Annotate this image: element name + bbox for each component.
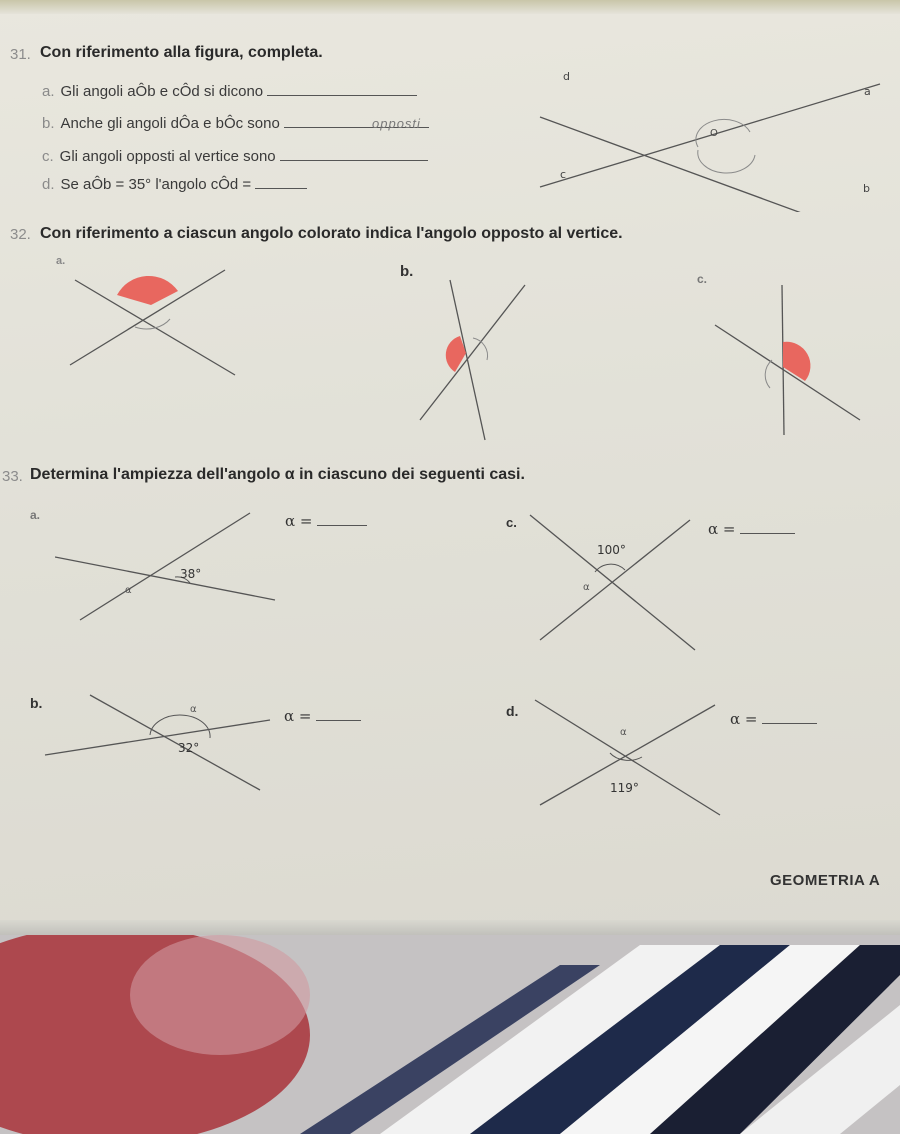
- exercise-33-number: 33.: [2, 468, 23, 485]
- case-a-letter: a.: [30, 508, 41, 522]
- ex32-figure-b: [405, 270, 545, 450]
- item-text: Se aÔb = 35° l'angolo cÔd =: [60, 176, 252, 193]
- ex32-figure-a: [60, 255, 250, 385]
- line-2: [90, 695, 260, 790]
- page-footer: GEOMETRIA A: [770, 872, 881, 889]
- case-b-letter: b.: [30, 695, 43, 711]
- label-a: a: [864, 85, 871, 98]
- case-b-answer: [284, 707, 361, 725]
- answer-blank[interactable]: [255, 188, 307, 189]
- exercise-31-item-c: [42, 148, 428, 165]
- given-angle: 32°: [178, 741, 200, 755]
- alpha-prompt: α =: [730, 710, 758, 728]
- ex33-figure-b: [40, 690, 280, 800]
- line-1: [45, 720, 270, 755]
- answer-blank[interactable]: [740, 533, 795, 534]
- exercise-32-number: 32.: [10, 226, 31, 243]
- exercise-31-title: Con riferimento alla figura, completa.: [40, 44, 323, 61]
- case-c-answer: [708, 520, 795, 538]
- case-a-answer: [285, 512, 367, 530]
- alpha-label: α: [125, 585, 132, 596]
- exercise-31-item-b: [42, 115, 429, 132]
- line-1: [535, 700, 720, 815]
- ex32-label-a: a.: [56, 255, 66, 267]
- alpha-prompt: α =: [708, 520, 736, 538]
- angle-arc-top: [696, 119, 750, 147]
- exercise-31-number: 31.: [10, 46, 31, 63]
- item-text: Gli angoli opposti al vertice sono: [59, 148, 276, 165]
- case-d-letter: d.: [506, 703, 519, 719]
- item-letter: c.: [42, 148, 54, 165]
- alpha-prompt: α =: [285, 512, 313, 530]
- figure-31-intersecting-lines: [530, 62, 890, 212]
- item-letter: b.: [42, 115, 55, 132]
- exercise-32-title: Con riferimento a ciascun angolo colorato indica l'angolo opposto al vertice.: [40, 225, 623, 242]
- answer-blank[interactable]: [280, 160, 428, 161]
- handwritten-answer: opposti: [372, 116, 421, 131]
- background-fabric: [0, 935, 900, 1134]
- item-letter: a.: [42, 83, 55, 100]
- angle-arc: [135, 319, 170, 329]
- highlighted-angle: [783, 342, 810, 381]
- line-2: [540, 520, 690, 640]
- alpha-label: α: [583, 582, 590, 593]
- exercise-31-item-a: [42, 83, 417, 100]
- label-o: O: [710, 128, 718, 139]
- answer-blank[interactable]: [267, 95, 417, 96]
- exercise-33-title: Determina l'ampiezza dell'angolo α in ciascuno dei seguenti casi.: [30, 466, 525, 483]
- answer-blank[interactable]: [762, 723, 817, 724]
- line-ab: [540, 117, 875, 212]
- item-text: Gli angoli aÔb e cÔd si dicono: [60, 83, 264, 100]
- label-d: d: [563, 70, 570, 83]
- ex32-label-b: b.: [400, 263, 414, 280]
- angle-arc: [595, 564, 625, 572]
- line-2: [420, 285, 525, 420]
- given-angle: 38°: [180, 567, 202, 581]
- line-1: [55, 557, 275, 600]
- fabric-pattern: [0, 935, 900, 1134]
- answer-blank[interactable]: [316, 720, 361, 721]
- alpha-label: α: [190, 704, 197, 715]
- given-angle: 100°: [597, 543, 626, 557]
- ex33-figure-c: [525, 510, 705, 660]
- angle-arc-bottom: [698, 150, 755, 173]
- item-letter: d.: [42, 176, 55, 193]
- answer-blank[interactable]: [317, 525, 367, 526]
- label-b: b: [863, 182, 870, 195]
- line-2: [715, 325, 860, 420]
- ex33-figure-a: [55, 505, 285, 650]
- case-c-letter: c.: [506, 515, 517, 530]
- alpha-label: α: [620, 727, 627, 738]
- page-top-edge: [0, 0, 900, 14]
- label-c: c: [560, 168, 567, 181]
- item-text: Anche gli angoli dÔa e bÔc sono: [60, 115, 280, 132]
- angle-arc: [765, 360, 772, 388]
- exercise-31-item-d: [42, 176, 307, 193]
- ex33-figure-d: [530, 695, 730, 825]
- ex32-figure-c: [700, 280, 880, 440]
- case-d-answer: [730, 710, 817, 728]
- highlighted-angle: [117, 276, 178, 305]
- alpha-prompt: α =: [284, 707, 312, 725]
- ex32-label-c: c.: [697, 272, 708, 286]
- given-angle: 119°: [610, 781, 639, 795]
